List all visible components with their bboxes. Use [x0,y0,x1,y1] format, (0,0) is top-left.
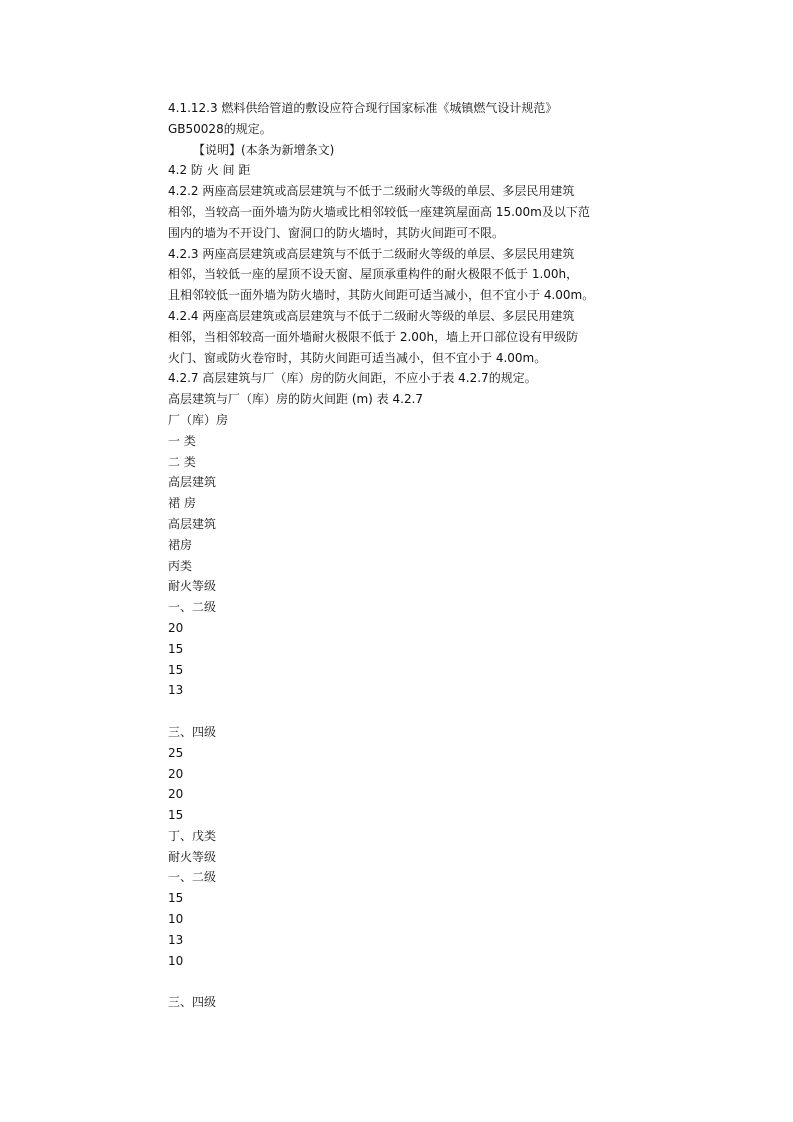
table-header-cell: 裙房 [168,537,193,552]
table-value-cell: 15 [168,641,184,656]
clause-4-2-3 [168,244,608,306]
table-value-cell: 10 [168,953,184,968]
clause-4-2-2 [168,181,608,243]
text-line: 4.2.4 两座高层建筑或高层建筑与不低于二级耐火等级的单层、多层民用建筑 [168,308,575,323]
text-line: GB50028的规定。 [168,121,272,136]
table-header-cell: 一 类 [168,433,196,448]
text-line: 围内的墙为不开设门、窗洞口的防火墙时，其防火间距可不限。 [168,225,505,240]
text-line: 4.2.2 两座高层建筑或高层建筑与不低于二级耐火等级的单层、多层民用建筑 [168,184,575,199]
table-label-cell: 耐火等级 [168,849,217,864]
document-body [168,98,608,1013]
clause-4-1-12-3 [168,98,608,140]
text-line: 相邻，当相邻较高一面外墙耐火极限不低于 2.00h，墙上开口部位设有甲级防 [168,329,579,344]
table-class-cell: 丙类 [168,558,193,573]
table-grade-cell: 三、四级 [168,995,217,1010]
table-value-cell: 20 [168,620,184,635]
table-label-cell: 耐火等级 [168,579,217,594]
flattened-table [168,410,608,1013]
table-value-cell: 20 [168,766,184,781]
table-value-cell: 15 [168,808,184,823]
table-header-cell: 厂（库）房 [168,412,229,427]
text-line: 且相邻较低一面外墙为防火墙时，其防火间距可适当减小，但不宜小于 4.00m。 [168,288,595,303]
table-value-cell: 10 [168,912,184,927]
table-header-cell: 裙 房 [168,496,196,511]
table-grade-cell: 一、二级 [168,600,217,615]
clause-4-2-4 [168,306,608,368]
section-title: 4.2 防 火 间 距 [168,163,251,178]
table-value-cell: 20 [168,787,184,802]
table-grade-cell: 三、四级 [168,724,217,739]
text-line: 相邻，当较高一面外墙为防火墙或比相邻较低一座建筑屋面高 15.00m及以下范 [168,204,590,219]
table-value-cell: 13 [168,683,184,698]
table-value-cell: 15 [168,891,184,906]
blank-line [168,971,608,992]
table-value-cell: 15 [168,662,184,677]
text-line: 4.1.12.3 燃料供给管道的敷设应符合现行国家标准《城镇燃气设计规范》 [168,101,558,115]
table-header-cell: 高层建筑 [168,516,217,531]
note-line: 【说明】(本条为新增条文) [193,142,335,157]
table-caption: 高层建筑与厂（库）房的防火间距 (m) 表 4.2.7 [168,392,424,407]
table-class-cell: 丁、戊类 [168,828,217,843]
table-header-cell: 高层建筑 [168,475,217,490]
text-line: 火门、窗或防火卷帘时，其防火间距可适当减小，但不宜小于 4.00m。 [168,350,547,365]
text-line: 4.2.3 两座高层建筑或高层建筑与不低于二级耐火等级的单层、多层民用建筑 [168,246,575,261]
table-header-cell: 二 类 [168,454,196,469]
clause-4-2-7: 4.2.7 高层建筑与厂（库）房的防火间距，不应小于表 4.2.7的规定。 [168,371,537,386]
table-grade-cell: 一、二级 [168,870,217,885]
text-line: 相邻，当较低一座的屋顶不设天窗、屋顶承重构件的耐火极限不低于 1.00h， [168,267,579,282]
blank-line [168,701,608,722]
table-value-cell: 25 [168,745,184,760]
table-value-cell: 13 [168,932,184,947]
